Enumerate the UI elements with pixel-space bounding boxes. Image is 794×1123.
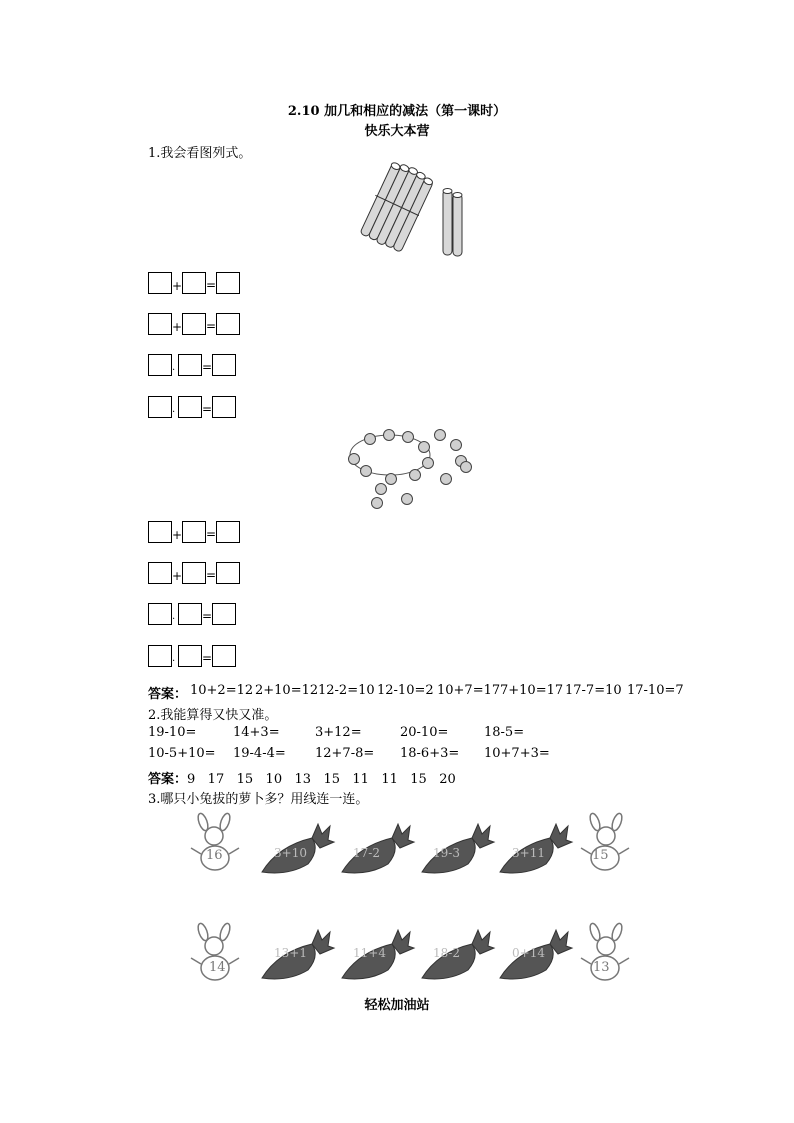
answer-values: 9 17 15 10 13 15 11 11 15 20: [187, 772, 456, 787]
answer-box[interactable]: [148, 396, 172, 418]
answer-box[interactable]: [148, 313, 172, 335]
operator: =: [206, 278, 217, 292]
answer-box[interactable]: [216, 313, 240, 335]
answer-box[interactable]: [178, 645, 202, 667]
answer-item: 17-10=7: [627, 683, 684, 698]
operator: +: [172, 320, 183, 334]
answer-box[interactable]: [212, 645, 236, 667]
operator: =: [202, 609, 213, 623]
answer-box[interactable]: [216, 272, 240, 294]
answer-box[interactable]: [148, 645, 172, 667]
answer-label: 答案：: [148, 772, 188, 787]
answer-box[interactable]: [178, 354, 202, 376]
answer-item: 10+2=12: [190, 683, 254, 698]
operator: +: [172, 569, 183, 583]
rabbit-number: 14: [209, 960, 226, 975]
answer-label: 答案：: [148, 687, 188, 702]
problem: 10-5+10=: [148, 746, 216, 761]
answer-box[interactable]: [182, 272, 206, 294]
carrot-label: 3+11: [512, 846, 545, 860]
operator: +: [172, 279, 183, 293]
problem: 3+12=: [315, 725, 362, 740]
carrot-label: 11+4: [353, 946, 386, 960]
section-heading: 轻松加油站: [364, 998, 430, 1013]
question-3-label: 3.哪只小兔拔的萝卜多？用线连一连。: [148, 792, 369, 807]
answer-box[interactable]: [216, 562, 240, 584]
answer-box[interactable]: [178, 396, 202, 418]
carrot-label: 0+14: [512, 946, 545, 960]
answer-item: 17-7=10: [565, 683, 622, 698]
problem: 19-4-4=: [233, 746, 286, 761]
question-2-label: 2.我能算得又快又准。: [148, 708, 278, 723]
carrot-label: 17-2: [353, 846, 380, 860]
carrot-label: 18-2: [433, 946, 460, 960]
operator: .: [172, 611, 176, 622]
answer-box[interactable]: [182, 562, 206, 584]
answer-box[interactable]: [148, 521, 172, 543]
answer-box[interactable]: [182, 521, 206, 543]
rabbit-icon[interactable]: [575, 812, 635, 874]
operator: =: [202, 651, 213, 665]
question-1-label: 1.我会看图列式。: [148, 146, 252, 161]
carrot-label: 3+10: [274, 846, 307, 860]
rabbit-number: 16: [206, 848, 223, 863]
answer-line-2: [148, 768, 456, 787]
answer-item: 10+7=17: [437, 683, 501, 698]
operator: =: [202, 402, 213, 416]
operator: .: [172, 653, 176, 664]
operator: =: [202, 360, 213, 374]
answer-box[interactable]: [182, 313, 206, 335]
answer-box[interactable]: [212, 603, 236, 625]
rabbit-number: 13: [593, 960, 610, 975]
problem: 18-6+3=: [400, 746, 460, 761]
answer-box[interactable]: [148, 562, 172, 584]
page-title: 2.10 加几和相应的减法（第一课时）: [287, 104, 507, 119]
answer-item: 12-10=2: [377, 683, 434, 698]
rabbit-number: 15: [592, 848, 609, 863]
operator: =: [206, 527, 217, 541]
answer-item: 7+10=17: [500, 683, 564, 698]
page-subtitle: 快乐大本营: [364, 124, 430, 139]
operator: .: [172, 404, 176, 415]
carrot-label: 19-3: [433, 846, 460, 860]
beads-illustration: [340, 425, 480, 515]
answer-item: 12-2=10: [318, 683, 375, 698]
problem: 12+7-8=: [315, 746, 375, 761]
operator: .: [172, 362, 176, 373]
answer-box[interactable]: [178, 603, 202, 625]
operator: =: [206, 568, 217, 582]
answer-box[interactable]: [212, 354, 236, 376]
problem: 14+3=: [233, 725, 280, 740]
answer-box[interactable]: [212, 396, 236, 418]
carrot-label: 13+1: [274, 946, 307, 960]
answer-item: 2+10=12: [255, 683, 319, 698]
operator: =: [206, 319, 217, 333]
answer-box[interactable]: [148, 354, 172, 376]
problem: 19-10=: [148, 725, 197, 740]
answer-box[interactable]: [148, 603, 172, 625]
problem: 20-10=: [400, 725, 449, 740]
problem: 18-5=: [484, 725, 525, 740]
answer-line-1: [148, 683, 187, 702]
answer-box[interactable]: [148, 272, 172, 294]
rabbit-icon[interactable]: [185, 812, 245, 874]
operator: +: [172, 528, 183, 542]
answer-box[interactable]: [216, 521, 240, 543]
sticks-illustration: [355, 160, 475, 260]
problem: 10+7+3=: [484, 746, 550, 761]
